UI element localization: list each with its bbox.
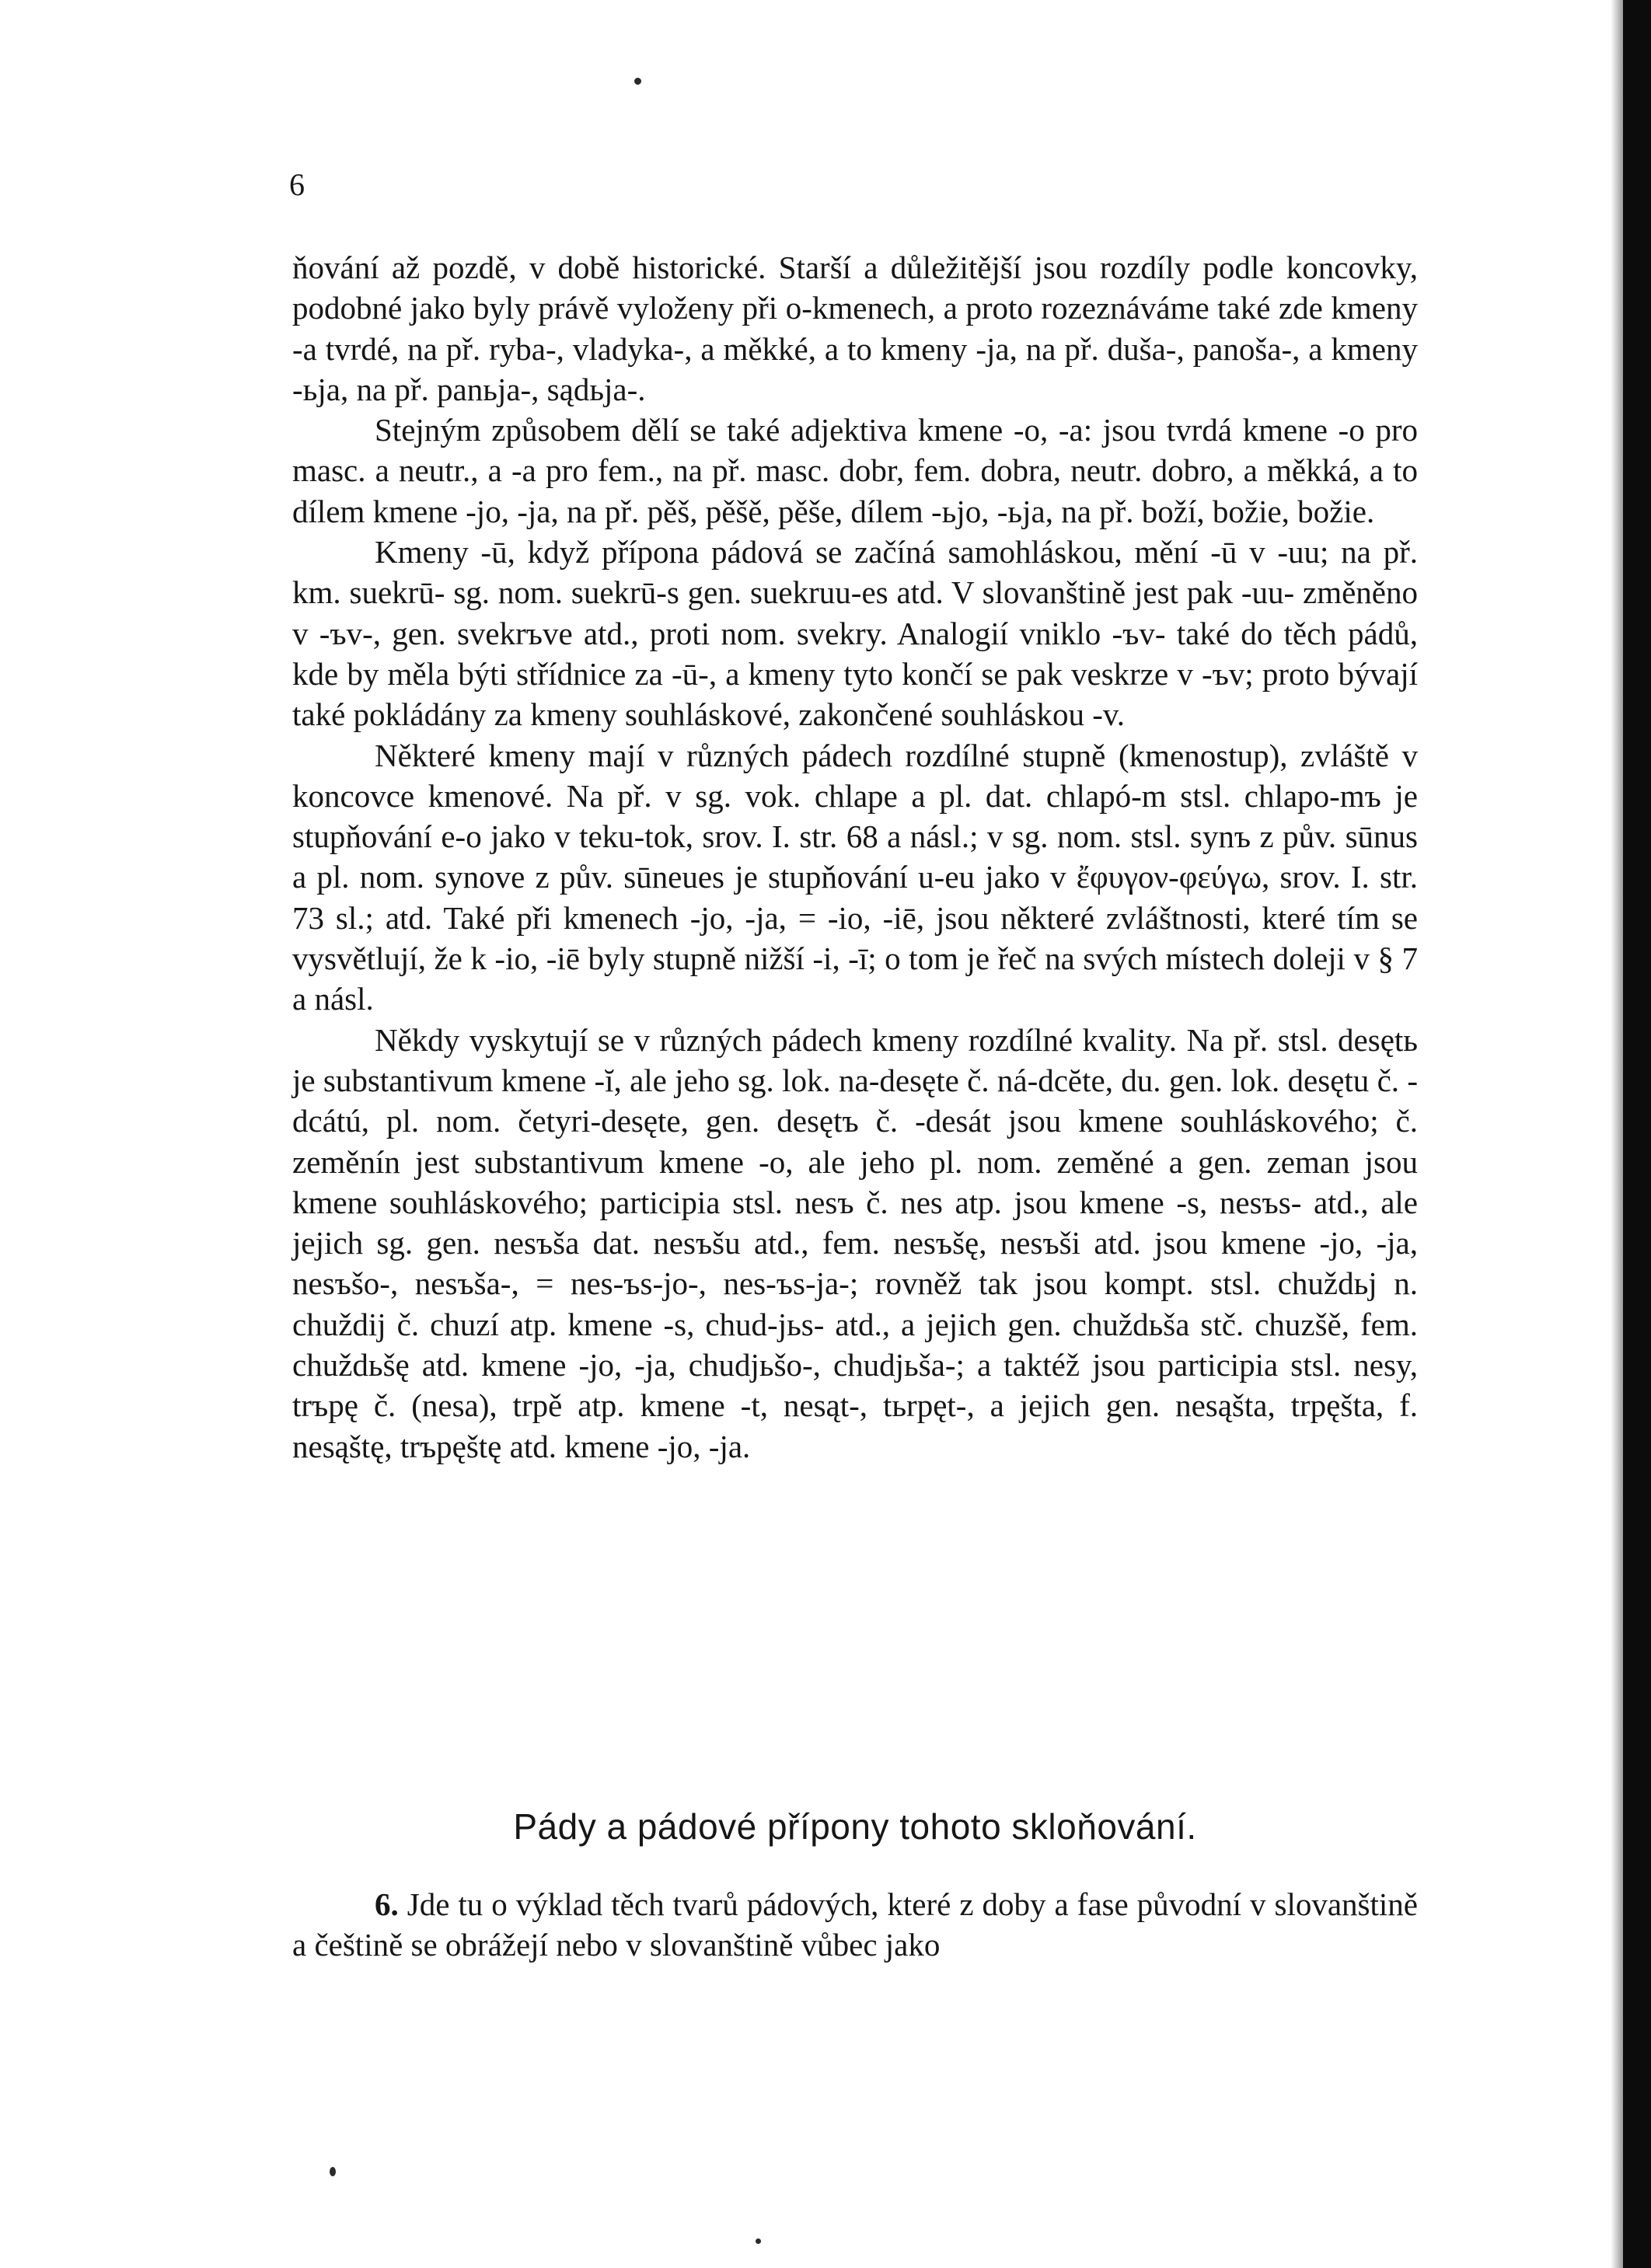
scan-speck	[756, 2238, 761, 2244]
paragraph: Kmeny -ū, když přípona pádová se začíná samohláskou, mění -ū v -uu; na př. km. suekrū- sg. nom. suekrū-s gen. suekruu-es atd. V slovanštině jest pak -uu- změněno v -ъv-, gen. svekrъve atd., proti nom. svekry. Analogií vniklo -ъv- také do těch pádů, kde by měla býti střídnice za -ū-, a kmeny tyto končí se pak veskrze v -ъv; proto bývají také pokládány za kmeny souhláskové, zakončené souhláskou -v.	[292, 534, 1418, 733]
section-number: 6.	[375, 1886, 399, 1922]
scan-speck	[330, 2167, 336, 2176]
section-body: Jde tu o výklad těch tvarů pádových, které z doby a fase původní v slovanštině a češtině se obrážejí nebo v slovanštině vůbec jako	[292, 1886, 1418, 1963]
paragraph: Některé kmeny mají v různých pádech rozdílné stupně (kmenostup), zvláště v koncovce kmenové. Na př. v sg. vok. chlape a pl. dat. chlapó-m stsl. chlapo-mъ je stupňování e-o jako v teku-tok, srov. I. str. 68 a násl.; v sg. nom. stsl. synъ z pův. sūnus a pl. nom. synove z pův. sūneues je stupňování u-eu jako v ἔφυγον-φεύγω, srov. I. str. 73 sl.; atd. Také při kmenech -jo, -ja, = -io, -iē, jsou některé zvláštnosti, které tím se vysvětlují, že k -io, -iē byly stupně nižší -i, -ī; o tom je řeč na svých místech doleji v § 7 a násl.	[292, 737, 1418, 1017]
section-heading: Pády a pádové přípony tohoto skloňování.	[513, 1806, 1197, 1847]
paragraph: ňování až pozdě, v době historické. Starší a důležitější jsou rozdíly podle koncovky, podobné jako byly právě vyloženy při o-kmenech, a proto rozeznáváme také zde kmeny -a tvrdé, na př. ryba-, vladyka-, a měkké, a to kmeny -ja, na př. duša-, panoša-, a kmeny -ьja, na př. panьja-, sądьja-.	[292, 249, 1418, 407]
section-paragraph	[292, 1884, 1418, 1966]
section-paragraph-text	[292, 1884, 1418, 1966]
paragraph: Někdy vyskytují se v různých pádech kmeny rozdílné kvality. Na př. stsl. desętь je substantivum kmene -ĭ, ale jeho sg. lok. na-desęte č. ná-dcĕte, du. gen. lok. desętu č. -dcátú, pl. nom. četyri-desęte, gen. desętъ č. -desát jsou kmene souhláskového; č. zeměnín jest substantivum kmene -o, ale jeho pl. nom. zeměné a gen. zeman jsou kmene souhláskového; participia stsl. nesъ č. nes atp. jsou kmene -s, nesъs- atd., ale jejich sg. gen. nesъša dat. nesъšu atd., fem. nesъšę, nesъši atd. jsou kmene -jo, -ja, nesъšo-, nesъša-, = nes-ъs-jo-, nes-ъs-ja-; rovněž tak jsou kompt. stsl. chuždьj n. chuždij č. chuzí atp. kmene -s, chud-jьs- atd., a jejich gen. chuždьša stč. chuzšě, fem. chuždьšę atd. kmene -jo, -ja, chudjьšo-, chudjьša-; a taktéž jsou participia stsl. nesy, trъpę č. (nesa), trpě atp. kmene -t, nesąt-, tьrpęt-, a jejich gen. nesąšta, trpęšta, f. nesąštę, trъpęštę atd. kmene -jo, -ja.	[292, 1021, 1418, 1464]
body-text	[292, 247, 1418, 1467]
page-edge-shadow	[1611, 0, 1623, 2268]
paragraph: Stejným způsobem dělí se také adjektiva kmene -o, -a: jsou tvrdá kmene -o pro masc. a neutr., a -a pro fem., na př. masc. dobr, fem. dobra, neutr. dobro, a měkká, a to dílem kmene -jo, -ja, na př. pěš, pěšě, pěše, dílem -ьjo, -ьja, na př. boží, božie, božie.	[292, 412, 1418, 529]
page-number: 6	[289, 167, 305, 202]
scan-speck	[634, 78, 641, 85]
scan-page-edge	[1623, 0, 1651, 2268]
